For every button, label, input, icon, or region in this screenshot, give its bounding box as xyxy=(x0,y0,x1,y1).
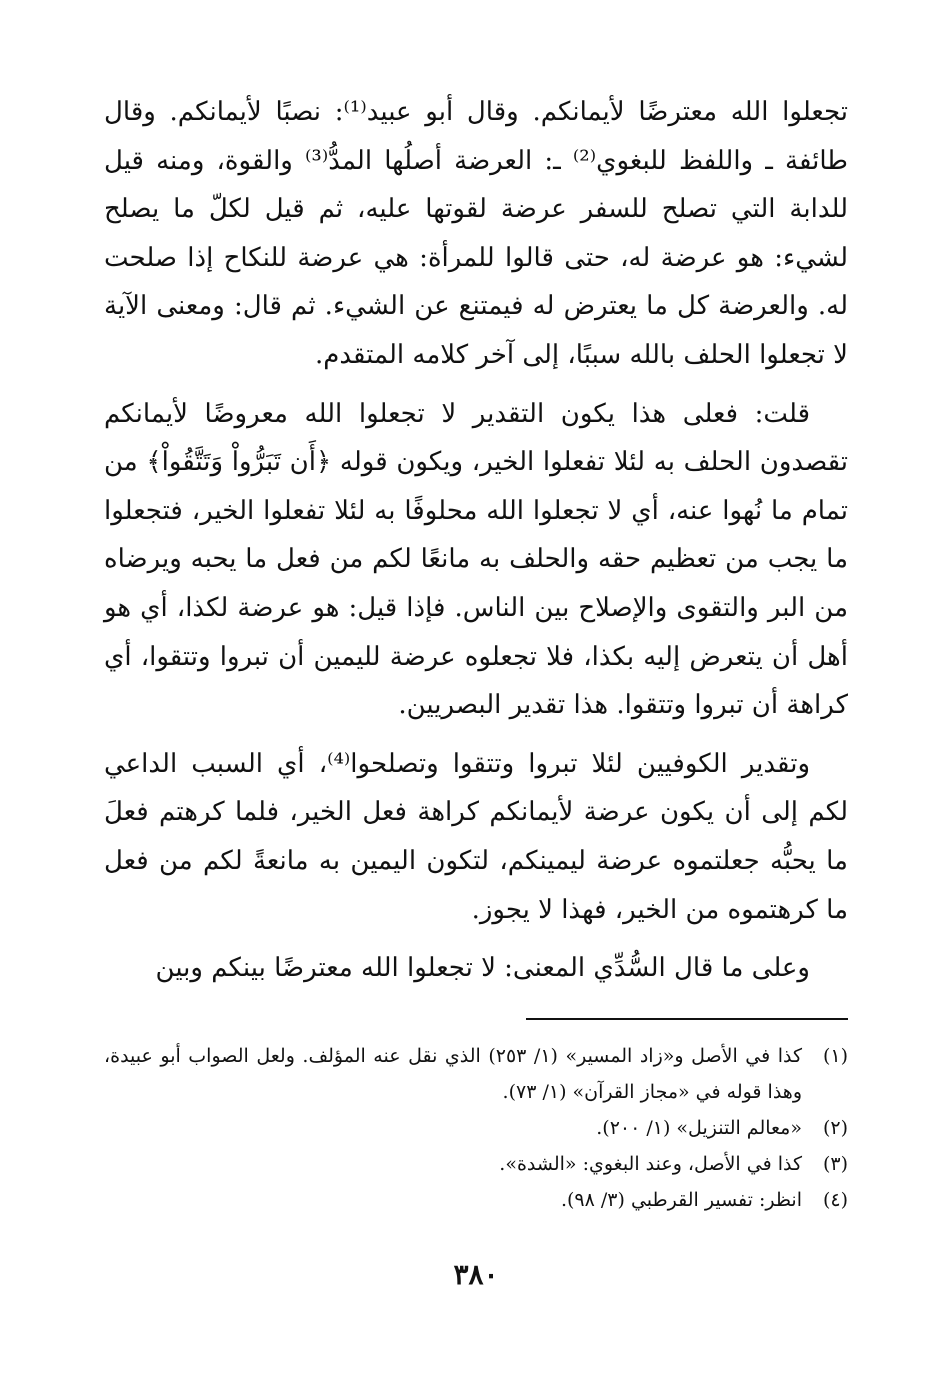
footnote-text: كذا في الأصل، وعند البغوي: «الشدة». xyxy=(499,1153,802,1175)
footnote-3 xyxy=(104,1146,848,1182)
paragraph-3: وتقدير الكوفيين لئلا تبروا وتتقوا وتصلحوا⁽⁴⁾، أي السبب الداعي لكم إلى أن يكون عرضة لأيمانكم كراهة فعل الخير، فلما كرهتم فعلَ ما يحبُّه جعلتموه عرضة ليمينكم، لتكون اليمين به مانعةً لكم من فعل ما كرهتموه من الخير، فهذا لا يجوز. xyxy=(104,748,848,925)
footnote-2 xyxy=(104,1110,848,1146)
page-number: ٣٨٠ xyxy=(453,1258,499,1291)
paragraph-2: قلت: فعلى هذا يكون التقدير لا تجعلوا الله معروضًا لأيمانكم تقصدون الحلف به لئلا تفعلوا الخير، ويكون قوله ﴿أَن تَبَرُّواْ وَتَتَّقُواْ﴾ من تمام ما نُهوا عنه، أي لا تجعلوا الله محلوفًا به لئلا تفعلوا الخير، فتجعلوا ما يجب من تعظيم حقه والحلف به مانعًا لكم من فعل ما يحبه ويرضاه من البر والتقوى والإصلاح بين الناس. فإذا قيل: هو عرضة لكذا، أي هو أهل أن يتعرض إليه بكذا، فلا تجعلوه عرضة لليمين أن تبروا وتتقوا، أي كراهة أن تبروا وتتقوا. هذا تقدير البصريين. xyxy=(104,398,848,721)
paragraph-4: وعلى ما قال السُّدِّي المعنى: لا تجعلوا الله معترضًا بينكم وبين xyxy=(155,953,810,984)
footnote-text: كذا في الأصل و«زاد المسير» (١/ ٢٥٣) الذي نقل عنه المؤلف. ولعل الصواب أبو عبيدة، وهذا قوله في «مجاز القرآن» (١/ ٧٣). xyxy=(104,1045,802,1103)
footnote-text: انظر: تفسير القرطبي (٣/ ٩٨). xyxy=(560,1189,802,1211)
paragraph-1: تجعلوا الله معترضًا لأيمانكم. وقال أبو عبيد⁽¹⁾: نصبًا لأيمانكم. وقال طائفة ـ واللفظ للبغوي⁽²⁾ ـ: العرضة أصلُها المدُّ⁽³⁾ والقوة، ومنه قيل للدابة التي تصلح للسفر عرضة لقوتها عليه، ثم قيل لكلّ ما يصلح لشيء: هو عرضة له، حتى قالوا للمرأة: هي عرضة للنكاح إذا صلحت له. والعرضة كل ما يعترض له فيمتنع عن الشيء. ثم قال: ومعنى الآية لا تجعلوا الحلف بالله سببًا، إلى آخر كلامه المتقدم. xyxy=(104,97,848,370)
footnote-number: (٤) xyxy=(822,1189,848,1211)
footnote-text: «معالم التنزيل» (١/ ٢٠٠). xyxy=(596,1117,802,1139)
footnote-4 xyxy=(104,1182,848,1218)
footnote-number: (١) xyxy=(822,1045,848,1067)
footnote-number: (٢) xyxy=(822,1117,848,1139)
footnote-number: (٣) xyxy=(822,1153,848,1175)
footnotes xyxy=(104,1038,848,1218)
main-text xyxy=(104,88,848,1003)
footnote-1 xyxy=(104,1038,848,1110)
footnote-divider xyxy=(526,1018,848,1020)
